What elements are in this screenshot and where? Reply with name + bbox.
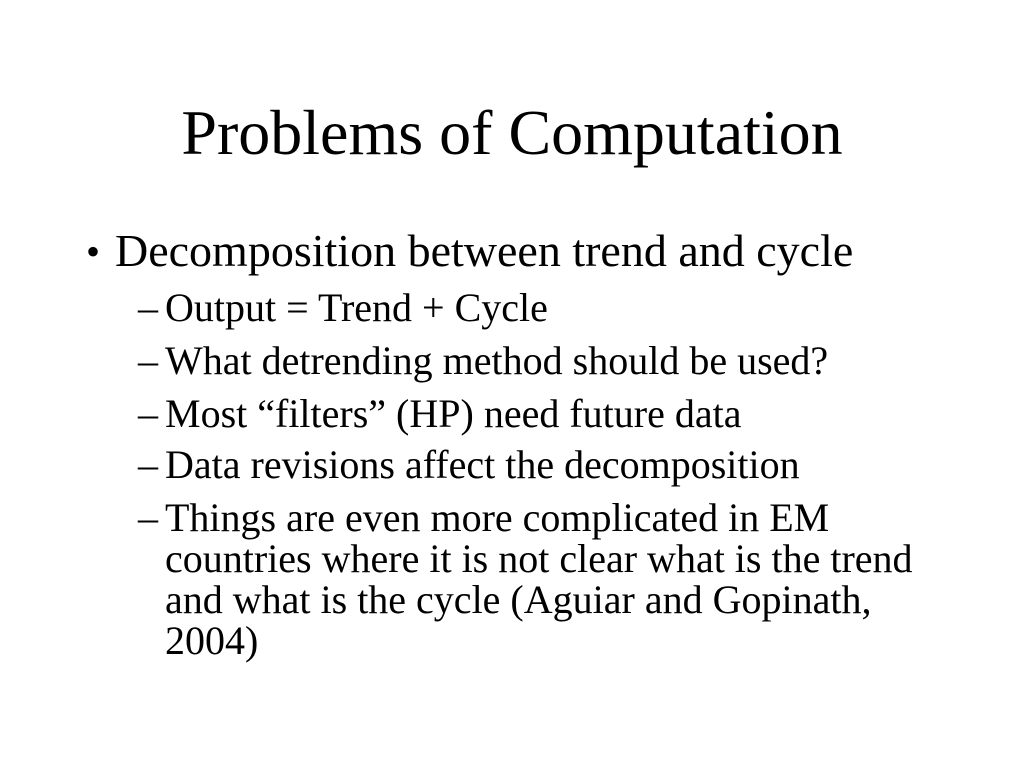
sub-bullet-text: Things are even more complicated in EM: [165, 495, 830, 540]
sub-bullet-wrapped-line: 2004): [165, 618, 259, 663]
dash-marker: –: [138, 442, 158, 487]
dash-marker: –: [138, 495, 158, 540]
sub-bullet-text: Output = Trend + Cycle: [165, 285, 548, 330]
dash-marker: –: [138, 391, 158, 436]
sub-bullet-item: [138, 338, 829, 383]
sub-bullet-item: [138, 442, 800, 487]
sub-bullet-text: What detrending method should be used?: [165, 338, 829, 383]
dash-marker: –: [138, 285, 158, 330]
bullet-item: [86, 225, 854, 276]
bullet-marker: •: [86, 229, 101, 274]
slide-title: Problems of Computation: [181, 97, 843, 168]
sub-bullet-text: Most “filters” (HP) need future data: [165, 391, 742, 436]
sub-bullet-item: [138, 391, 742, 436]
sub-bullet-item: [138, 495, 830, 540]
sub-bullet-text: Data revisions affect the decomposition: [165, 442, 800, 487]
sub-bullet-wrapped-line: and what is the cycle (Aguiar and Gopinath,: [165, 577, 872, 622]
dash-marker: –: [138, 338, 158, 383]
bullet-text: Decomposition between trend and cycle: [115, 225, 854, 276]
sub-bullet-item: [138, 285, 548, 330]
sub-bullet-wrapped-line: countries where it is not clear what is the trend: [165, 536, 913, 581]
